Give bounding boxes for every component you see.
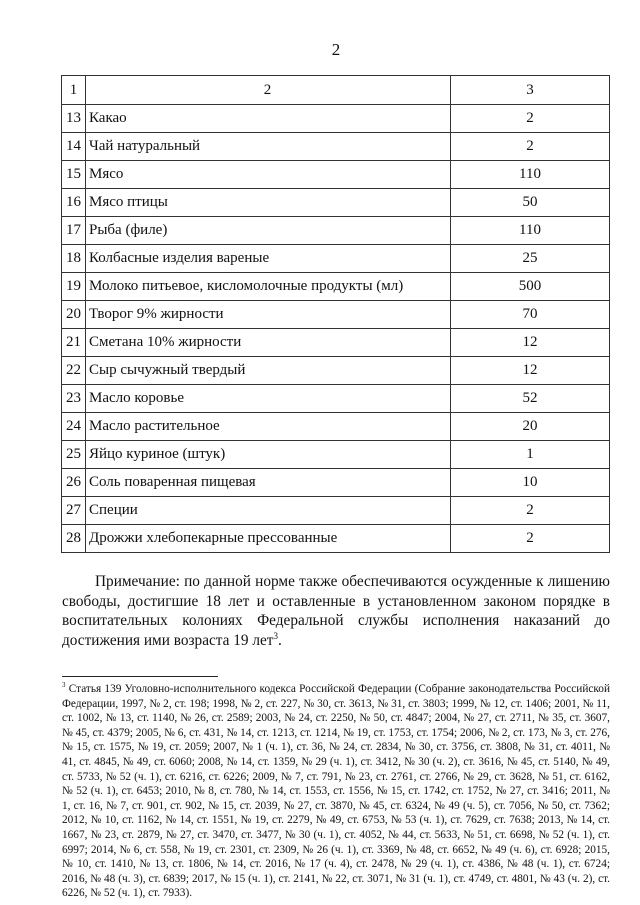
row-number: 27 (62, 497, 86, 525)
product-name: Чай натуральный (86, 133, 451, 161)
header-col-3: 3 (451, 76, 610, 105)
product-name: Мясо (86, 161, 451, 189)
product-name: Масло растительное (86, 413, 451, 441)
product-quantity: 12 (451, 329, 610, 357)
table-row (62, 245, 610, 273)
table-row (62, 525, 610, 553)
product-quantity: 10 (451, 469, 610, 497)
product-name: Сметана 10% жирности (86, 329, 451, 357)
product-quantity: 25 (451, 245, 610, 273)
product-name: Дрожжи хлебопекарные прессованные (86, 525, 451, 553)
row-number: 20 (62, 301, 86, 329)
row-number: 16 (62, 189, 86, 217)
table-row (62, 189, 610, 217)
table-header-row (62, 76, 610, 105)
footnote-text: Статья 139 Уголовно-исполнительного кодекса Российской Федерации (Собрание законодательства Российской Федерации, 1997, № 2, ст. 198; 1998, № 2, ст. 227, № 30, ст. 3613, № 31, ст. 3803; 1999, № 12, ст. 1406; 2001, № 11, ст. 1002, № 13, ст. 1140, № 26, ст. 2589; 2003, № 24, ст. 2250, № 50, ст. 4847; 2004, № 27, ст. 2711, № 35, ст. 3607, № 45, ст. 4379; 2005, № 6, ст. 431, № 14, ст. 1213, ст. 1214, № 19, ст. 1753, ст. 1754; 2006, № 2, ст. 173, № 3, ст. 276, № 15, ст. 1575, № 19, ст. 2059; 2007, № 1 (ч. 1), ст. 36, № 24, ст. 2834, № 30, ст. 3756, ст. 3808, № 31, ст. 4011, № 41, ст. 4845, № 49, ст. 6060; 2008, № 14, ст. 1359, № 29 (ч. 1), ст. 3412, № 30 (ч. 2), ст. 3616, № 45, ст. 5140, № 49, ст. 5733, № 52 (ч. 1), ст. 6216, ст. 6226; 2009, № 7, ст. 791, № 23, ст. 2761, ст. 2766, № 29, ст. 3628, № 51, ст. 6162, № 52 (ч. 1), ст. 6453; 2010, № 8, ст. 780, № 14, ст. 1553, ст. 1556, № 15, ст. 1742, ст. 1752, № 27, ст. 3416; 2011, № 1, ст. 16, № 7, ст. 901, ст. 902, № 15, ст. 2039, № 27, ст. 3870, № 45, ст. 6324, № 49 (ч. 5), ст. 7056, № 50, ст. 7362; 2012, № 10, ст. 1162, № 14, ст. 1551, № 19, ст. 2279, № 49, ст. 6753, № 53 (ч. 1), ст. 7629, ст. 7638; 2013, № 14, ст. 1667, № 23, ст. 2879, № 27, ст. 3470, ст. 3477, № 30 (ч. 1), ст. 4052, № 44, ст. 5633, № 51, ст. 6698, № 52 (ч. 1), ст. 6997; 2014, № 6, ст. 558, № 19, ст. 2301, ст. 2309, № 26 (ч. 1), ст. 3369, № 48, ст. 6652, № 49 (ч. 6), ст. 6928; 2015, № 10, ст. 1410, № 13, ст. 1806, № 14, ст. 2016, № 17 (ч. 4), ст. 2478, № 29 (ч. 1), ст. 4386, № 48 (ч. 1), ст. 6724; 2016, № 48 (ч. 3), ст. 6839; 2017, № 15 (ч. 1), ст. 2141, № 22, ст. 3071, № 31 (ч. 1), ст. 4749, ст. 4801, № 43 (ч. 2), ст. 6226, № 52 (ч. 1), ст. 7933). (62, 683, 610, 900)
product-name: Специи (86, 497, 451, 525)
product-name: Сыр сычужный твердый (86, 357, 451, 385)
product-quantity: 2 (451, 133, 610, 161)
row-number: 23 (62, 385, 86, 413)
table-row (62, 469, 610, 497)
product-name: Яйцо куриное (штук) (86, 441, 451, 469)
product-quantity: 20 (451, 413, 610, 441)
table-row (62, 413, 610, 441)
product-quantity: 2 (451, 525, 610, 553)
product-quantity: 70 (451, 301, 610, 329)
product-quantity: 52 (451, 385, 610, 413)
footnote (62, 682, 610, 901)
product-quantity: 50 (451, 189, 610, 217)
product-name: Колбасные изделия вареные (86, 245, 451, 273)
row-number: 17 (62, 217, 86, 245)
header-col-1: 1 (62, 76, 86, 105)
product-name: Масло коровье (86, 385, 451, 413)
header-col-2: 2 (86, 76, 451, 105)
food-norm-table (61, 75, 610, 553)
table-row (62, 105, 610, 133)
table-row (62, 329, 610, 357)
row-number: 21 (62, 329, 86, 357)
table-row (62, 273, 610, 301)
row-number: 18 (62, 245, 86, 273)
row-number: 13 (62, 105, 86, 133)
product-name: Творог 9% жирности (86, 301, 451, 329)
note-text: Примечание: по данной норме также обеспечиваются осужденные к лишению свободы, достигшие 18 лет и оставленные в установленном законом порядке в воспитательных колониях Федеральной службы исполнения наказаний до достижения ими возраста 19 лет (62, 573, 610, 649)
row-number: 15 (62, 161, 86, 189)
table-row (62, 357, 610, 385)
table-row (62, 301, 610, 329)
table-row (62, 441, 610, 469)
row-number: 14 (62, 133, 86, 161)
product-quantity: 500 (451, 273, 610, 301)
table-row (62, 385, 610, 413)
product-quantity: 110 (451, 161, 610, 189)
product-quantity: 110 (451, 217, 610, 245)
footnote-reference[interactable]: 3 (273, 630, 278, 641)
table-row (62, 133, 610, 161)
product-name: Соль поваренная пищевая (86, 469, 451, 497)
note-paragraph (62, 572, 610, 650)
product-quantity: 2 (451, 105, 610, 133)
row-number: 26 (62, 469, 86, 497)
row-number: 22 (62, 357, 86, 385)
row-number: 19 (62, 273, 86, 301)
product-name: Мясо птицы (86, 189, 451, 217)
table-row (62, 161, 610, 189)
footnote-separator (62, 676, 218, 677)
row-number: 24 (62, 413, 86, 441)
note-end: . (278, 631, 282, 649)
product-name: Рыба (филе) (86, 217, 451, 245)
product-quantity: 2 (451, 497, 610, 525)
table-row (62, 217, 610, 245)
product-quantity: 1 (451, 441, 610, 469)
row-number: 25 (62, 441, 86, 469)
product-name: Какао (86, 105, 451, 133)
footnote-marker: 3 (62, 681, 66, 690)
page-number: 2 (331, 40, 341, 59)
product-name: Молоко питьевое, кисломолочные продукты (мл) (86, 273, 451, 301)
product-quantity: 12 (451, 357, 610, 385)
table-row (62, 497, 610, 525)
row-number: 28 (62, 525, 86, 553)
